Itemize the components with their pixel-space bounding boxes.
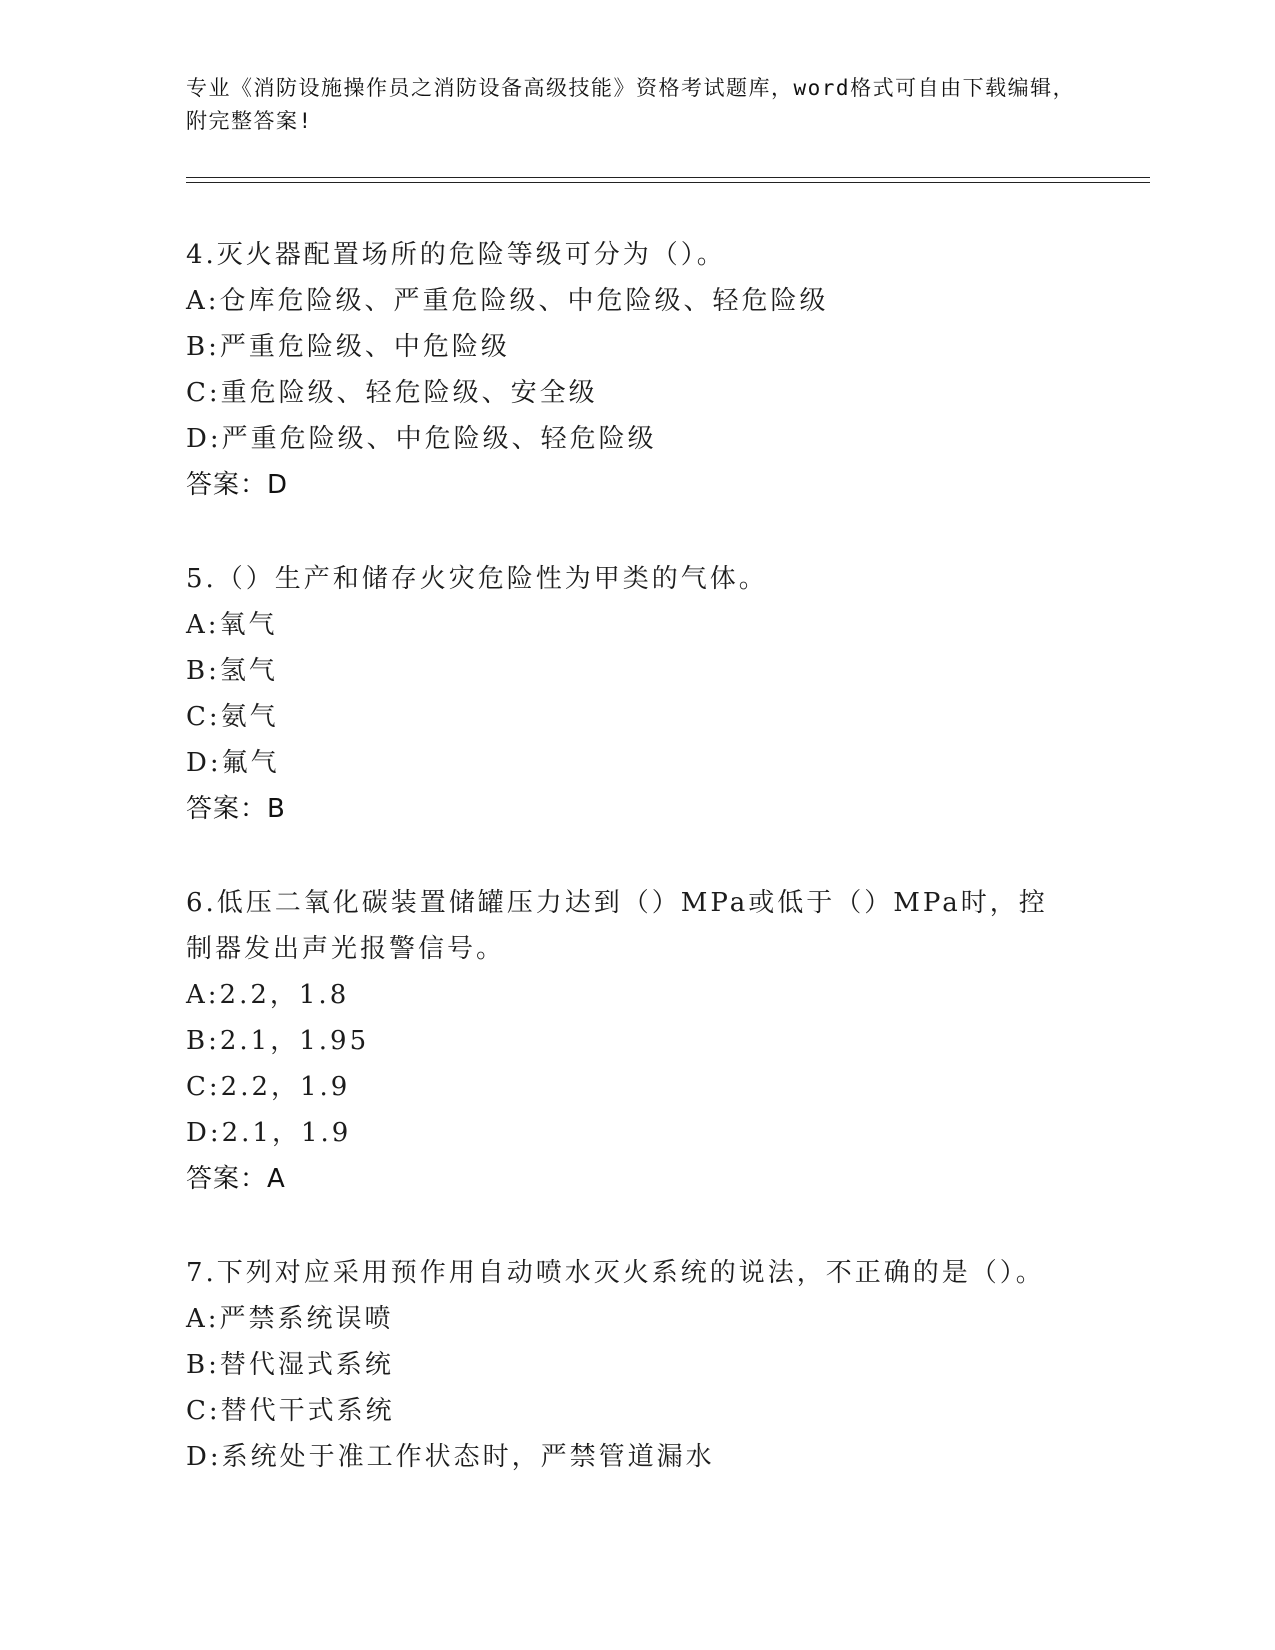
- question-stem: 5.（）生产和储存火灾危险性为甲类的气体。: [186, 564, 768, 594]
- question-6: [186, 880, 1146, 1202]
- document-intro: 专业《消防设施操作员之消防设备高级技能》资格考试题库，word格式可自由下载编辑，附完整答案!: [186, 76, 1076, 133]
- question-stem: 7.下列对应采用预作用自动喷水灭火系统的说法，不正确的是（）。: [186, 1258, 1045, 1288]
- question-5: [186, 556, 1146, 832]
- option-a: A:2.2，1.8: [186, 980, 350, 1010]
- option-d: D:严重危险级、中危险级、轻危险级: [186, 424, 657, 454]
- option-b: B:替代湿式系统: [186, 1350, 394, 1380]
- question-stem: 4.灭火器配置场所的危险等级可分为（）。: [186, 240, 726, 270]
- option-c: C:氨气: [186, 702, 279, 732]
- option-b: B:2.1，1.95: [186, 1026, 370, 1056]
- question-list: [186, 232, 1146, 1528]
- option-a: A:氧气: [186, 610, 278, 640]
- header-divider-bottom: [186, 182, 1150, 183]
- option-c: C:2.2，1.9: [186, 1072, 351, 1102]
- option-c: C:重危险级、轻危险级、安全级: [186, 378, 598, 408]
- option-a: A:仓库危险级、严重危险级、中危险级、轻危险级: [186, 286, 829, 316]
- question-4: [186, 232, 1146, 508]
- answer-label: 答案：B: [186, 794, 286, 824]
- option-b: B:严重危险级、中危险级: [186, 332, 510, 362]
- option-a: A:严禁系统误喷: [186, 1304, 394, 1334]
- question-7: [186, 1250, 1146, 1480]
- option-d: D:2.1，1.9: [186, 1118, 352, 1148]
- answer-label: 答案：D: [186, 470, 289, 500]
- option-d: D:系统处于准工作状态时，严禁管道漏水: [186, 1442, 715, 1472]
- header-divider-top: [186, 177, 1150, 178]
- answer-label: 答案：A: [186, 1164, 286, 1194]
- option-b: B:氢气: [186, 656, 278, 686]
- option-d: D:氟气: [186, 748, 280, 778]
- option-c: C:替代干式系统: [186, 1396, 395, 1426]
- question-stem: 6.低压二氧化碳装置储罐压力达到（）MPa或低于（）MPa时，控制器发出声光报警信号。: [186, 888, 1048, 964]
